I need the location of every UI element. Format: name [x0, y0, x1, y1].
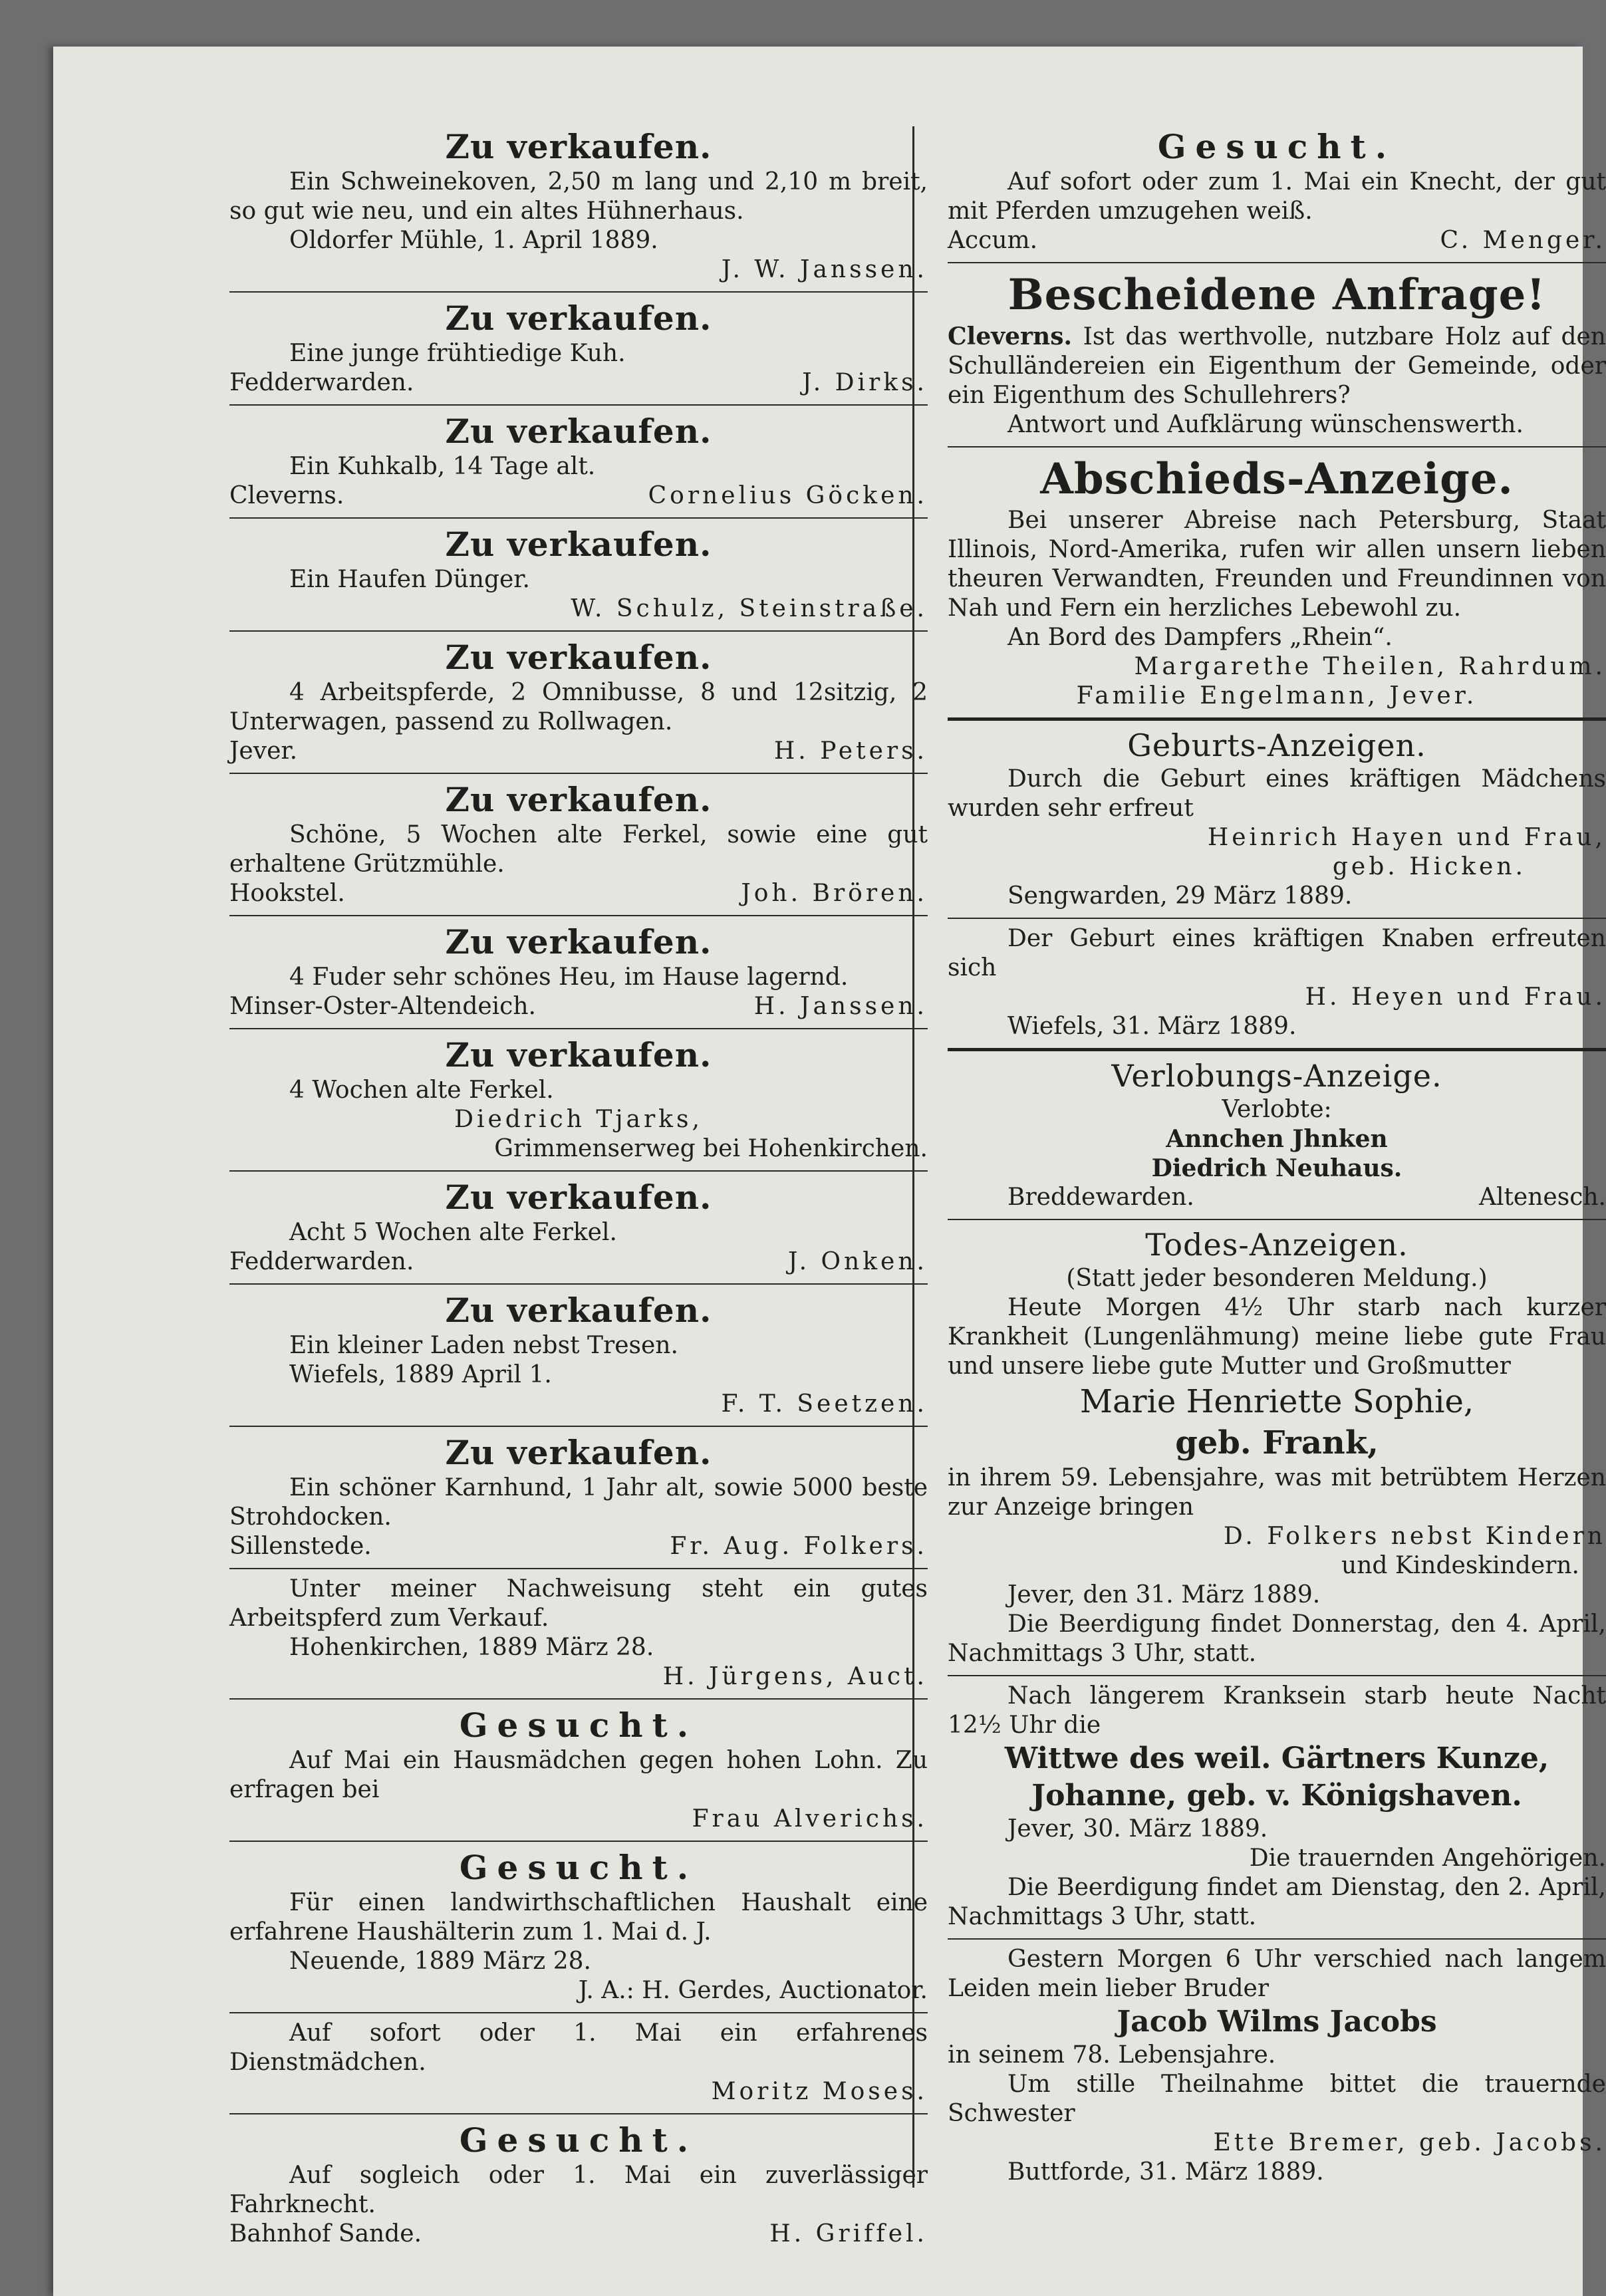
ad-heading: Verlobungs-Anzeige. [1111, 1058, 1442, 1094]
ad-signature: D. Folkers nebst Kindern [1223, 1523, 1606, 1550]
ad-funeral: Die Beerdigung findet am Dienstag, den 2. April, Nachmittags 3 Uhr, statt. [948, 1874, 1606, 1930]
ad-signature: Ette Bremer, geb. Jacobs. [1213, 2129, 1606, 2156]
ad-signature: J. A.: H. Gerdes, Auctionator. [578, 1977, 928, 2004]
ad-right-8 [948, 1682, 1606, 1940]
ad-text: 4 Wochen alte Ferkel. [289, 1077, 554, 1104]
ad-signature: Margarethe Theilen, Rahrdum. [1134, 653, 1606, 680]
ad-place-date: Buttforde, 31. März 1889. [1007, 2158, 1324, 2186]
ad-left-3 [229, 411, 928, 519]
ad-text: Unter meiner Nachweisung steht ein gutes Arbeitspferd zum Verkauf. [229, 1575, 928, 1632]
ad-body: Ist das werthvolle, nutzbare Holz auf den Schulländereien ein Eigenthum der Gemeinde, oder ein Eigenthum des Schullehrers? [948, 323, 1606, 409]
ad-heading: Zu verkaufen. [445, 1178, 712, 1217]
ad-heading: Gesucht. [459, 2120, 698, 2160]
ad-signature: W. Schulz, Steinstraße. [571, 595, 928, 622]
ad-heading: Zu verkaufen. [445, 412, 712, 451]
ad-heading: Todes-Anzeigen. [1145, 1227, 1408, 1263]
ad-place: Accum. [948, 227, 1038, 254]
ad-sub: (Statt jeder besonderen Meldung.) [1066, 1265, 1488, 1292]
ad-left-9 [229, 1177, 928, 1285]
ad-text: Ein kleiner Laden nebst Tresen. [289, 1332, 678, 1359]
ad-signature: Moritz Moses. [711, 2078, 928, 2105]
ad-text: Nach längerem Kranksein starb heute Nacht 12½ Uhr die [948, 1682, 1606, 1739]
ad-name: Diedrich Neuhaus. [1151, 1154, 1403, 1182]
ad-place-date: Hohenkirchen, 1889 März 28. [289, 1634, 654, 1661]
ad-signature: Fr. Aug. Folkers. [670, 1533, 928, 1560]
ad-place-date: Jever, 30. März 1889. [1007, 1815, 1268, 1843]
ad-signature: J. Dirks. [802, 369, 928, 396]
ad-footer [229, 2220, 928, 2249]
ad-heading: Zu verkaufen. [445, 1433, 712, 1472]
ad-left-4 [229, 524, 928, 632]
ad-text: Schöne, 5 Wochen alte Ferkel, sowie eine gut erhaltene Grützmühle. [229, 821, 928, 878]
ad-text: Ein Schweinekoven, 2,50 m lang und 2,10 m breit, so gut wie neu, und ein altes Hühnerhaus. [229, 168, 928, 225]
ad-footer [229, 879, 928, 908]
ad-line: Antwort und Aufklärung wünschenswerth. [1007, 411, 1524, 438]
ad-text: Auf Mai ein Hausmädchen gegen hohen Lohn. Zu erfragen bei [229, 1747, 928, 1803]
ad-text: Eine junge frühtiedige Kuh. [289, 340, 626, 367]
ad-heading: Bescheidene Anfrage! [1007, 270, 1546, 320]
ad-signature: und Kindeskindern. [1341, 1552, 1579, 1579]
ad-footer [229, 1247, 928, 1277]
ad-text: Gestern Morgen 6 Uhr verschied nach langem Leiden mein lieber Bruder [948, 1946, 1606, 2002]
ad-text: Bei unserer Abreise nach Petersburg, Staat Illinois, Nord-Amerika, rufen wir allen unsern lieben theuren Verwandten, Freunden und Freundinnen von Nah und Fern ein herzliches Lebewohl zu. [948, 507, 1606, 622]
ad-heading: Zu verkaufen. [445, 1035, 712, 1075]
ad-text: Ein schöner Karnhund, 1 Jahr alt, sowie 5000 beste Strohdocken. [229, 1474, 928, 1531]
ad-signature: H. Janssen. [753, 993, 928, 1020]
ad-text: in seinem 78. Lebensjahre. [948, 2041, 1276, 2069]
ad-place-date: Neuende, 1889 März 28. [289, 1948, 591, 1975]
ad-signature: F. T. Seetzen. [721, 1390, 928, 1418]
ad-signature: H. Jürgens, Auct. [662, 1663, 928, 1690]
ad-left-6 [229, 779, 928, 916]
ad-signature: J. Onken. [788, 1248, 928, 1275]
ad-heading: Zu verkaufen. [445, 922, 712, 961]
ad-right-3 [948, 453, 1606, 721]
ad-text: Für einen landwirthschaftlichen Haushalt eine erfahrene Haushälterin zum 1. Mai d. J. [229, 1889, 928, 1946]
left-column [229, 126, 928, 2261]
ad-right-6 [948, 1057, 1606, 1220]
ad-place-date: Jever, den 31. März 1889. [1007, 1581, 1321, 1608]
ad-signature: C. Menger. [1440, 227, 1606, 254]
ad-signature: J. W. Janssen. [721, 256, 928, 283]
ad-text: Ein Kuhkalb, 14 Tage alt. [289, 453, 596, 480]
ad-text: Acht 5 Wochen alte Ferkel. [289, 1219, 617, 1246]
ad-name: geb. Frank, [1175, 1424, 1379, 1462]
ad-footer [229, 368, 928, 398]
ad-name: Jacob Wilms Jacobs [1117, 2005, 1437, 2039]
ad-name: Wittwe des weil. Gärtners Kunze, [1004, 1741, 1549, 1775]
ad-signature: geb. Hicken. [1332, 853, 1526, 880]
ad-place: Minser-Oster-Altendeich. [229, 993, 536, 1020]
ad-name: Annchen Jhnken [1166, 1125, 1388, 1153]
ad-heading: Zu verkaufen. [445, 1291, 712, 1330]
ad-place-date: Oldorfer Mühle, 1. April 1889. [289, 227, 658, 254]
ad-heading: Abschieds-Anzeige. [1040, 454, 1514, 504]
ad-text: Heute Morgen 4½ Uhr starb nach kurzer Krankheit (Lungenlähmung) meine liebe gute Frau und unsere liebe gute Mutter und Großmutter [948, 1294, 1606, 1380]
ad-left-15 [229, 2019, 928, 2114]
ad-heading: Zu verkaufen. [445, 299, 712, 338]
ad-left-2 [229, 298, 928, 406]
ad-signature: Frau Alverichs. [692, 1805, 928, 1833]
ad-signature: Cornelius Göcken. [648, 482, 928, 509]
ad-place-date: Sengwarden, 29 März 1889. [1007, 882, 1353, 910]
ad-footer [229, 737, 928, 766]
ad-text [948, 322, 1606, 410]
ad-signature: H. Griffel. [769, 2220, 928, 2247]
ad-signature: Heinrich Hayen und Frau, [1207, 824, 1606, 851]
ad-address: Grimmenserweg bei Hohenkirchen. [494, 1135, 928, 1162]
ad-left-16 [229, 2120, 928, 2255]
ad-text: 4 Fuder sehr schönes Heu, im Hause lagernd. [289, 963, 849, 991]
ad-left-12 [229, 1575, 928, 1700]
ad-right-4 [948, 726, 1606, 919]
ad-text: in ihrem 59. Lebensjahre, was mit betrübtem Herzen zur Anzeige bringen [948, 1464, 1606, 1521]
ad-heading: Zu verkaufen. [445, 525, 712, 564]
ad-right-2 [948, 269, 1606, 447]
right-column [948, 126, 1606, 2199]
ad-signature: H. Heyen und Frau. [1305, 983, 1606, 1011]
ad-footer [948, 1183, 1606, 1212]
ad-place: Fedderwarden. [229, 369, 414, 396]
ad-left-1 [229, 126, 928, 293]
ad-heading: Zu verkaufen. [445, 780, 712, 819]
ad-text: Auf sofort oder zum 1. Mai ein Knecht, der gut mit Pferden umzugehen weiß. [948, 168, 1606, 225]
ad-line: An Bord des Dampfers „Rhein“. [1007, 624, 1393, 651]
ad-right-7 [948, 1225, 1606, 1676]
ad-footer [229, 1532, 928, 1561]
ad-place: Bahnhof Sande. [229, 2220, 422, 2247]
ad-signature: Joh. Brören. [741, 880, 928, 907]
ad-name: Marie Henriette Sophie, [1079, 1383, 1474, 1420]
newspaper-page [53, 47, 1606, 2296]
ad-right-1 [948, 126, 1606, 263]
ad-heading: Zu verkaufen. [445, 127, 712, 166]
ad-funeral: Die Beerdigung findet Donnerstag, den 4. April, Nachmittags 3 Uhr, statt. [948, 1610, 1606, 1667]
ad-heading: Gesucht. [459, 1706, 698, 1745]
ad-text: Ein Haufen Dünger. [289, 566, 531, 593]
ad-place: Cleverns. [229, 482, 344, 509]
ad-heading: Gesucht. [1157, 127, 1397, 166]
ad-left-10 [229, 1290, 928, 1427]
ad-right-9 [948, 1945, 1606, 2194]
ad-left-8 [229, 1035, 928, 1172]
ad-text: Durch die Geburt eines kräftigen Mädchens wurden sehr erfreut [948, 765, 1606, 822]
ad-place: Jever. [229, 737, 298, 765]
ad-left-14 [229, 1847, 928, 2013]
ad-place: Hookstel. [229, 880, 345, 907]
ad-signature: H. Peters. [773, 737, 928, 765]
ad-left-7 [229, 922, 928, 1029]
ad-left-11 [229, 1432, 928, 1569]
ad-place-date: Wiefels, 31. März 1889. [1007, 1013, 1297, 1040]
ad-place: Breddewarden. [1007, 1184, 1194, 1211]
ad-heading: Geburts-Anzeigen. [1127, 727, 1426, 763]
ad-footer [229, 481, 928, 511]
ad-sub: Verlobte: [1222, 1096, 1332, 1123]
ad-heading: Zu verkaufen. [445, 638, 712, 677]
ad-text: 4 Arbeitspferde, 2 Omnibusse, 8 und 12sitzig, 2 Unterwagen, passend zu Rollwagen. [229, 679, 928, 735]
ad-footer [229, 992, 928, 1021]
ad-place: Altenesch. [1478, 1184, 1606, 1211]
ad-text: Der Geburt eines kräftigen Knaben erfreuten sich [948, 925, 1606, 981]
ad-signature: Die trauernden Angehörigen. [1249, 1845, 1606, 1872]
ad-left-5 [229, 637, 928, 774]
ad-heading: Gesucht. [459, 1848, 698, 1887]
ad-place: Sillenstede. [229, 1533, 372, 1560]
ad-text: Auf sofort oder 1. Mai ein erfahrenes Dienstmädchen. [229, 2019, 928, 2076]
ad-signature: Familie Engelmann, Jever. [1076, 682, 1478, 709]
ad-right-5 [948, 924, 1606, 1051]
ad-place: Fedderwarden. [229, 1248, 414, 1275]
ad-place-date: Wiefels, 1889 April 1. [289, 1361, 552, 1388]
ad-left-13 [229, 1705, 928, 1842]
ad-name: Johanne, geb. v. Königshaven. [1031, 1779, 1522, 1813]
ad-text: Um stille Theilnahme bittet die trauernde Schwester [948, 2071, 1606, 2127]
ad-signature: Diedrich Tjarks, [454, 1106, 703, 1133]
ad-footer [948, 226, 1606, 255]
ad-text: Auf sogleich oder 1. Mai ein zuverlässiger Fahrknecht. [229, 2162, 928, 2218]
ad-lead: Clevernѕ. [948, 322, 1072, 350]
